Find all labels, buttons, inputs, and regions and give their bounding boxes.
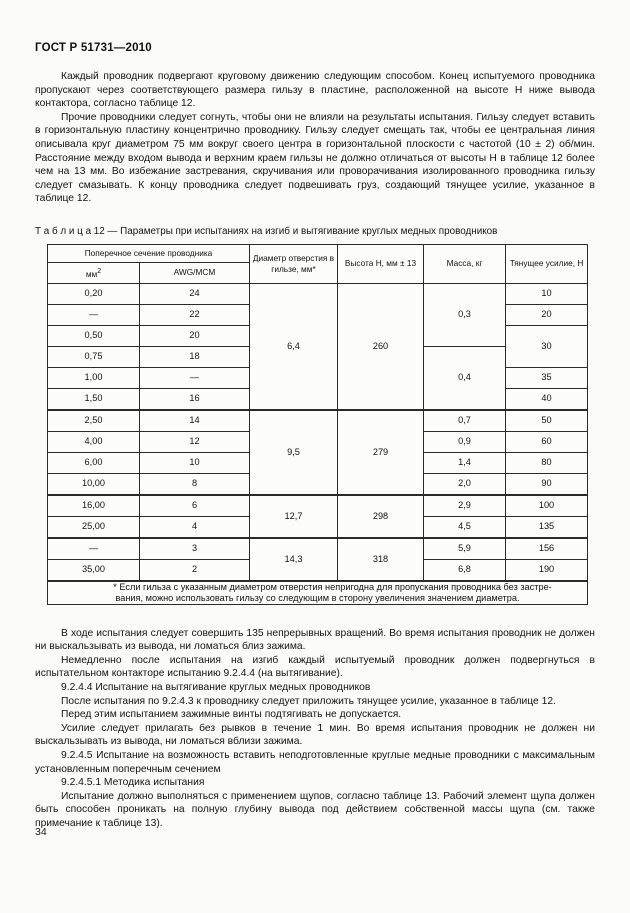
table-row: [48, 538, 588, 560]
cell-mm2: 0,50: [48, 325, 140, 346]
cell-mm2: 25,00: [48, 516, 140, 538]
cell-height: 318: [338, 538, 424, 581]
header-mm2-label: мм: [85, 268, 98, 279]
cell-mm2: 4,00: [48, 431, 140, 452]
clause-9-2-4-5-1: 9.2.4.5.1 Методика испытания: [61, 777, 205, 789]
cell-mm2: 35,00: [48, 559, 140, 581]
cell-hole-diameter: 9,5: [250, 410, 338, 495]
cell-awg: 2: [140, 559, 250, 581]
cell-force: 30: [506, 325, 588, 367]
cell-mm2: 16,00: [48, 495, 140, 517]
cell-mm2: 0,75: [48, 346, 140, 367]
cell-force: 20: [506, 304, 588, 325]
intro-paragraph-2: Прочие проводники следует согнуть, чтобы они не влияли на результаты испытания. Гильзу следует вставить в горизонтальную пластину концентрично проводнику. Гильзу следует смещать так, чтобы ее центральная линия описывала круг диаметром 75 мм вокруг своего центра в горизонтальной плоскости с частотой (10 ± 2) об/мин. Расстояние между входом вывода и верхним краем гильзы не должно отличаться от высоты H в таблице 12 более чем на 13 мм. Во избежание застревания, скручивания или проворачивания изолированного проводника гильзу следует смазывать. К концу проводника следует подвешивать груз, создающий тянущее усилие, указанное в таблице 12.: [35, 111, 595, 205]
after-paragraph-3: После испытания по 9.2.4.3 к проводнику следует приложить тянущее усилие, указанное в таблице 12.: [61, 695, 556, 707]
header-hole-diameter: Диаметр отверстия в гильзе, мм*: [250, 244, 338, 283]
cell-mass: 1,4: [424, 452, 506, 473]
header-mass: Масса, кг: [424, 244, 506, 283]
after-paragraph-2: Немедленно после испытания на изгиб каждый испытуемый проводник должен подвергнуться в испытательном контакторе испытанию 9.2.4.4 (на вытягивание).: [35, 654, 595, 680]
cell-mm2: 10,00: [48, 473, 140, 495]
table-body: [48, 283, 588, 604]
after-paragraph-4: Перед этим испытанием зажимные винты подтягивать не допускается.: [61, 709, 402, 721]
cell-mass: 2,9: [424, 495, 506, 517]
intro-text-block: [35, 70, 595, 206]
cell-mass: 0,9: [424, 431, 506, 452]
cell-mm2: 2,50: [48, 410, 140, 432]
cell-mass: 6,8: [424, 559, 506, 581]
cell-awg: 3: [140, 538, 250, 560]
cell-mm2: —: [48, 538, 140, 560]
table-row: [48, 283, 588, 304]
cell-force: 35: [506, 367, 588, 388]
footnote-line-2: вания, можно использовать гильзу со следующим в сторону увеличения значением диаметра.: [115, 592, 520, 603]
cell-force: 40: [506, 388, 588, 410]
clause-9-2-4-5: 9.2.4.5 Испытание на возможность вставить неподготовленные круглые медные проводники с максимальным установленным поперечным сечением: [35, 750, 595, 775]
cell-awg: 22: [140, 304, 250, 325]
cell-mass: 0,3: [424, 283, 506, 346]
cell-mass: 4,5: [424, 516, 506, 538]
clause-9-2-4-4: 9.2.4.4 Испытание на вытягивание круглых медных проводников: [61, 682, 371, 694]
cell-height: 279: [338, 410, 424, 495]
page-number: 34: [35, 826, 47, 838]
cell-awg: 18: [140, 346, 250, 367]
header-mm2: [48, 262, 140, 283]
after-paragraph-5: Усилие следует прилагать без рывков в течение 1 мин. Во время испытания проводник не должен ни выскальзывать из вывода, ни ломаться вблизи зажима.: [35, 722, 595, 748]
intro-paragraph-1: Каждый проводник подвергают круговому движению следующим способом. Конец испытуемого проводника пропускают через соответствующего размера гильзу в пластине, расположенной на высоте H ниже вывода контактора, согласно таблице 12.: [35, 71, 595, 110]
table-header-row-1: [48, 244, 588, 262]
page-content: [35, 0, 595, 831]
header-mm2-superscript: 2: [97, 267, 102, 275]
document-header: ГОСТ Р 51731—2010: [35, 42, 152, 54]
cell-force: 50: [506, 410, 588, 432]
cell-mm2: —: [48, 304, 140, 325]
cell-awg: 20: [140, 325, 250, 346]
cell-mm2: 1,50: [48, 388, 140, 410]
cell-force: 90: [506, 473, 588, 495]
header-cross-section-group: Поперечное сечение проводника: [48, 244, 250, 262]
footnote-line-1: * Если гильза с указанным диаметром отверстия непригодна для пропускания проводника без застре-: [113, 581, 552, 592]
cell-awg: 10: [140, 452, 250, 473]
cell-mm2: 6,00: [48, 452, 140, 473]
table-footnote-row: [48, 581, 588, 605]
table-caption: Т а б л и ц а 12 — Параметры при испытаниях на изгиб и вытягивание круглых медных проводников: [35, 225, 498, 237]
cell-mass: 0,7: [424, 410, 506, 432]
cell-awg: 24: [140, 283, 250, 304]
table-footnote: [48, 581, 588, 605]
table-row: [48, 495, 588, 517]
after-table-text-block: [35, 627, 595, 831]
cell-mass: 0,4: [424, 346, 506, 410]
cell-awg: 12: [140, 431, 250, 452]
cell-force: 156: [506, 538, 588, 560]
cell-force: 60: [506, 431, 588, 452]
cell-height: 298: [338, 495, 424, 538]
cell-mm2: 0,20: [48, 283, 140, 304]
header-pulling-force: Тянущее усилие, Н: [506, 244, 588, 283]
cell-hole-diameter: 14,3: [250, 538, 338, 581]
cell-awg: 16: [140, 388, 250, 410]
cell-awg: 8: [140, 473, 250, 495]
cell-mass: 2,0: [424, 473, 506, 495]
cell-force: 190: [506, 559, 588, 581]
cell-height: 260: [338, 283, 424, 410]
cell-force: 10: [506, 283, 588, 304]
cell-hole-diameter: 6,4: [250, 283, 338, 410]
cell-force: 100: [506, 495, 588, 517]
cell-force: 135: [506, 516, 588, 538]
cell-mass: 5,9: [424, 538, 506, 560]
cell-awg: —: [140, 367, 250, 388]
cell-awg: 6: [140, 495, 250, 517]
cell-awg: 14: [140, 410, 250, 432]
cell-mm2: 1,00: [48, 367, 140, 388]
header-height-h: Высота H, мм ± 13: [338, 244, 424, 283]
cell-hole-diameter: 12,7: [250, 495, 338, 538]
parameters-table: [47, 244, 588, 605]
cell-force: 80: [506, 452, 588, 473]
after-paragraph-6: Испытание должно выполняться с применением щупов, согласно таблице 13. Рабочий элемент щупа должен быть способен проникать на полную глубину вывода под действием собственной массы щупа (см. также примечание к таблице 13).: [35, 790, 595, 830]
header-awg-mcm: AWG/MCM: [140, 262, 250, 283]
after-paragraph-1: В ходе испытания следует совершить 135 непрерывных вращений. Во время испытания проводник не должен ни выскальзывать из вывода, ни ломаться близ зажима.: [35, 627, 595, 653]
cell-awg: 4: [140, 516, 250, 538]
table-row: [48, 410, 588, 432]
